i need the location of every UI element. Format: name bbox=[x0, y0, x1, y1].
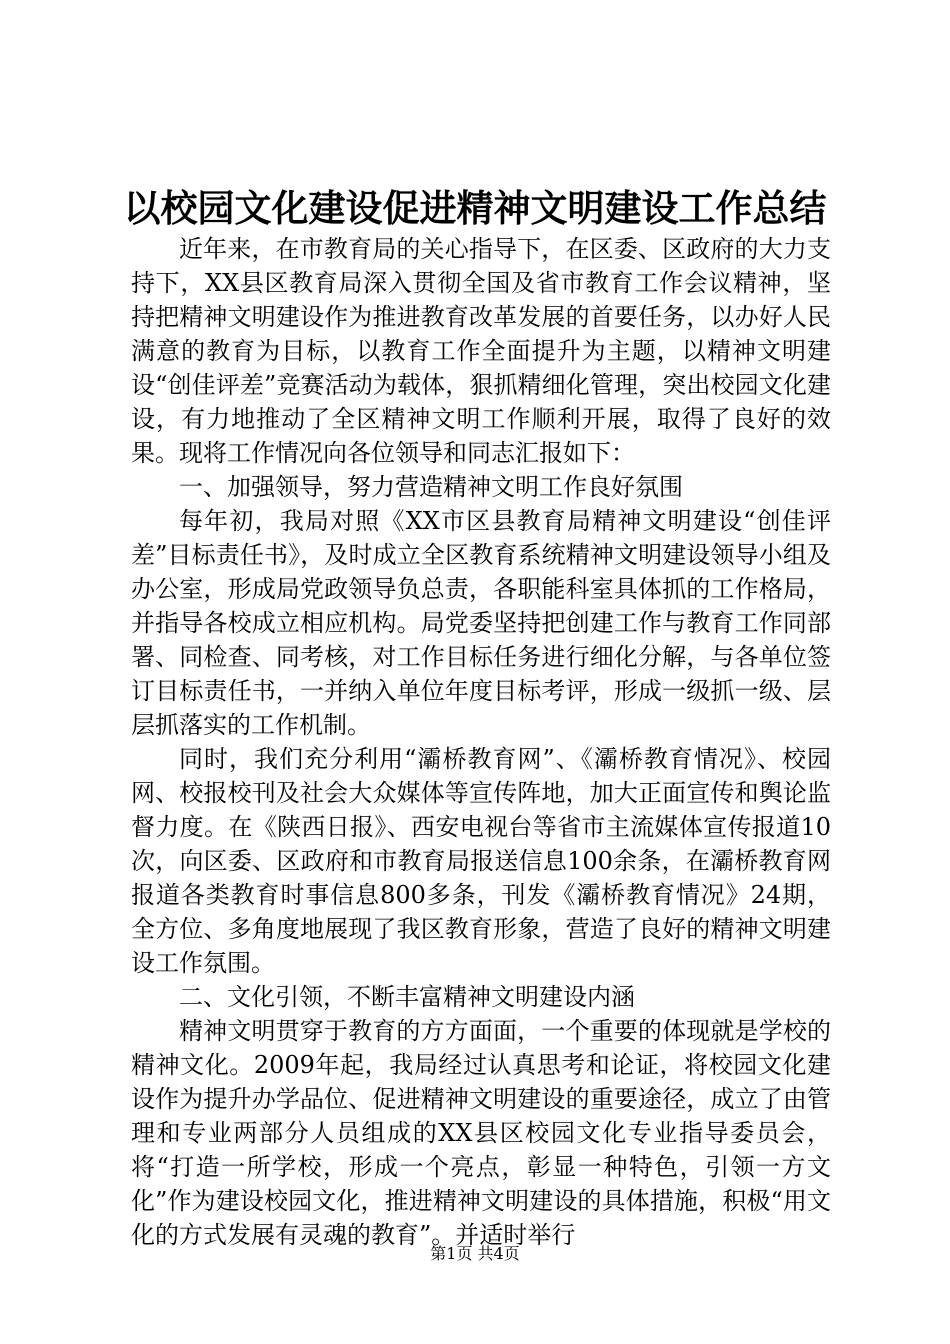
paragraph-leadership: 每年初，我局对照《XX市区县教育局精神文明建设“创佳评差”目标责任书》，及时成立全区教育系统精神文明建设领导小组及办公室，形成局党政领导负总责，各职能科室具体抓的工作格局，并指导各校成立相应机构。局党委坚持把创建工作与教育工作同部署、同检查、同考核，对工作目标任务进行细化分解，与各单位签订目标责任书，一并纳入单位年度目标考评，形成一级抓一级、层层抓落实的工作机制。 bbox=[131, 507, 831, 739]
document-title: 以校园文化建设促进精神文明建设工作总结 bbox=[123, 186, 827, 230]
paragraph-intro: 近年来，在市教育局的关心指导下，在区委、区政府的大力支持下，XX县区教育局深入贯彻全国及省市教育工作会议精神，坚持把精神文明建设作为推进教育改革发展的首要任务，以办好人民满意的教育为目标，以教育工作全面提升为主题，以精神文明建设“创佳评差”竞赛活动为载体，狠抓精细化管理，突出校园文化建设，有力地推动了全区精神文明工作顺利开展，取得了良好的效果。现将工作情况向各位领导和同志汇报如下： bbox=[131, 235, 831, 467]
document-body bbox=[131, 232, 831, 1252]
section-heading-2: 二、文化引领，不断丰富精神文明建设内涵 bbox=[179, 983, 635, 1011]
paragraph-publicity: 同时，我们充分利用“灞桥教育网”、《灞桥教育情况》、校园网、校报校刊及社会大众媒体等宣传阵地，加大正面宣传和舆论监督力度。在《陕西日报》、西安电视台等省市主流媒体宣传报道10次，向区委、区政府和市教育局报送信息100余条，在灞桥教育网报道各类教育时事信息800多条，刊发《灞桥教育情况》24期，全方位、多角度地展现了我区教育形象，营造了良好的精神文明建设工作氛围。 bbox=[131, 745, 831, 977]
paragraph-culture: 精神文明贯穿于教育的方方面面，一个重要的体现就是学校的精神文化。2009年起，我局经过认真思考和论证，将校园文化建设作为提升办学品位、促进精神文明建设的重要途径，成立了由管理和专业两部分人员组成的XX县区校园文化专业指导委员会，将“打造一所学校，形成一个亮点，彰显一种特色，引领一方文化”作为建设校园文化，推进精神文明建设的具体措施，积极“用文化的方式发展有灵魂的教育”。并适时举行 bbox=[131, 1017, 831, 1249]
page-number-footer: 第1页 共4页 bbox=[430, 1244, 520, 1263]
section-heading-1: 一、加强领导，努力营造精神文明工作良好氛围 bbox=[179, 473, 683, 501]
